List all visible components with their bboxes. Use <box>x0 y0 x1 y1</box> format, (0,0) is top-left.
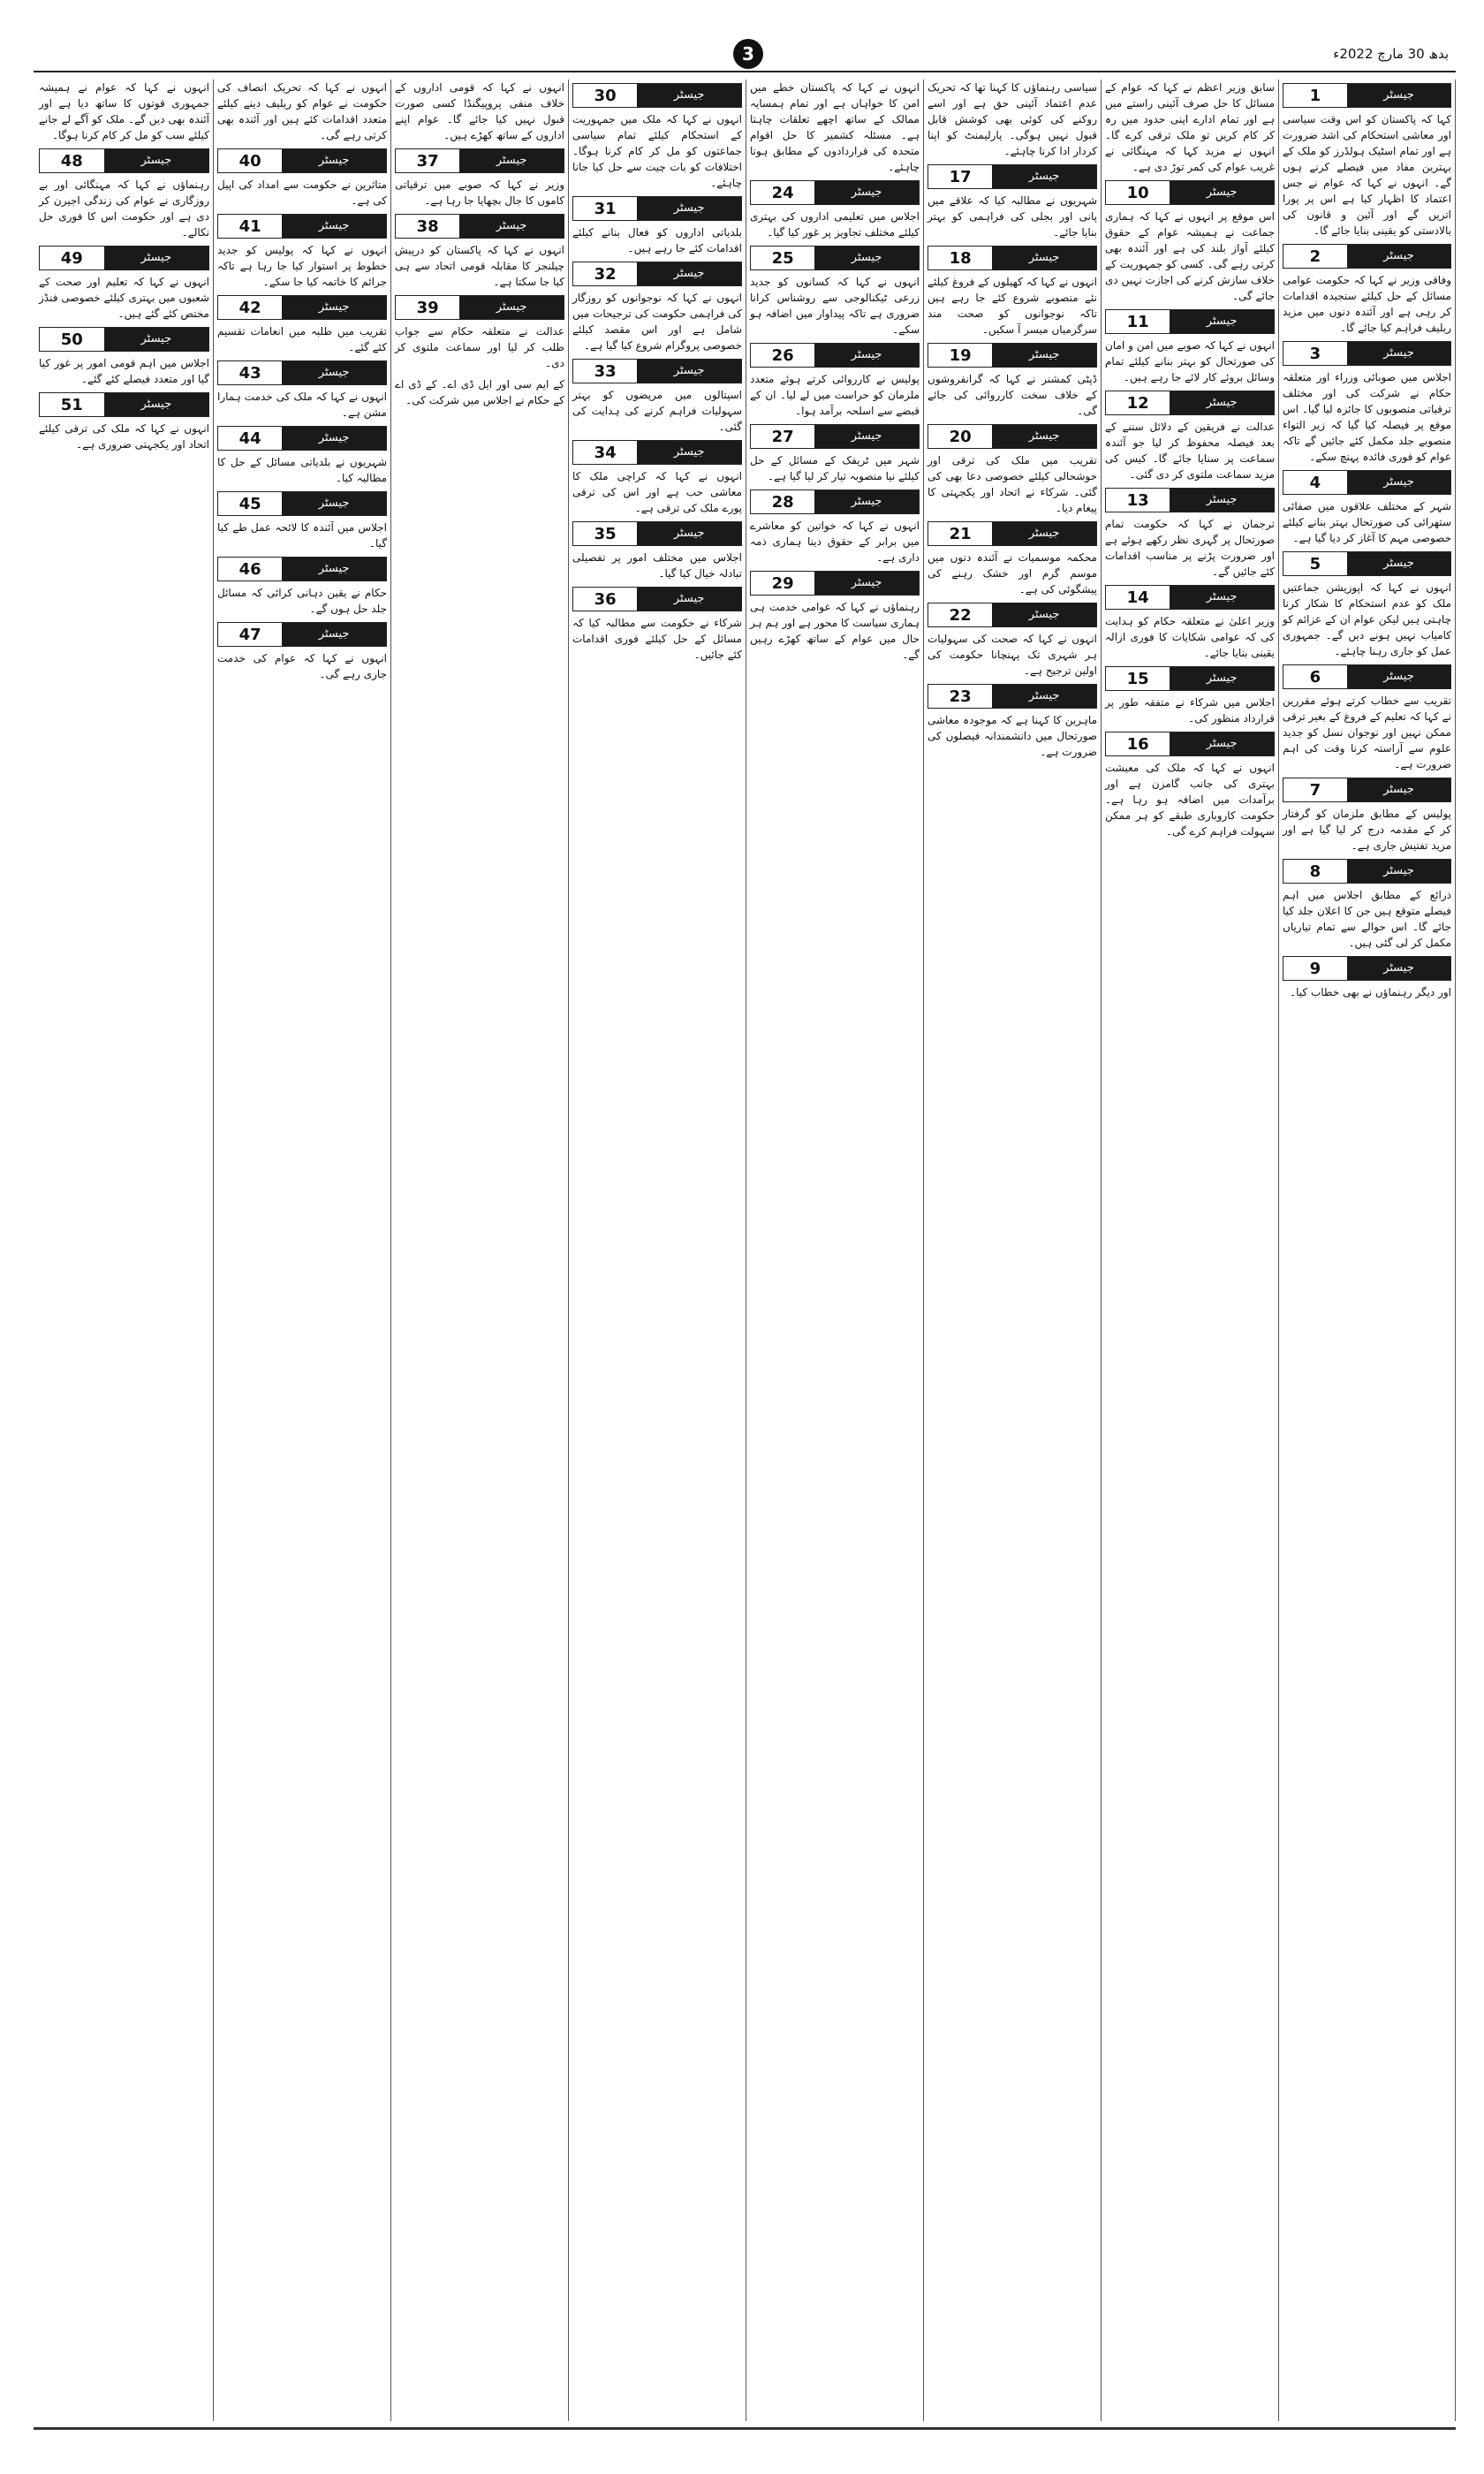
news-item-number: 26 <box>751 346 814 365</box>
news-item-body: انہوں نے کہا کہ تعلیم اور صحت کے شعبوں میں بہتری کیلئے خصوصی فنڈز مختص کئے گئے ہیں۔ <box>39 276 209 320</box>
news-item <box>1283 470 1451 546</box>
news-item-body: وزیر اعلیٰ نے متعلقہ حکام کو ہدایت کی کہ عوامی شکایات کا فوری ازالہ یقینی بنایا جائے۔ <box>1105 615 1275 659</box>
news-item-number: 20 <box>928 428 992 446</box>
news-item-label: جیسٹر <box>282 215 386 238</box>
news-item-label: جیسٹر <box>1347 84 1450 107</box>
news-item-label: جیسٹر <box>992 685 1096 708</box>
news-item-body: انہوں نے کہا کہ کسانوں کو جدید زرعی ٹیکنالوجی سے روشناس کرانا ضروری ہے تاکہ پیداوار میں اضافہ ہو سکے۔ <box>750 276 920 336</box>
news-item-number: 8 <box>1283 862 1347 881</box>
news-item-body: انہوں نے کہا کہ کراچی ملک کا معاشی حب ہے اور اس کی ترقی پورے ملک کی ترقی ہے۔ <box>572 470 742 514</box>
news-item-header <box>928 521 1097 546</box>
news-item-label: جیسٹر <box>1347 245 1450 268</box>
news-item-body: انہوں نے کہا کہ پولیس کو جدید خطوط پر استوار کیا جا رہا ہے تاکہ جرائم کا خاتمہ کیا جا سکے۔ <box>217 244 387 288</box>
news-item-body: تقریب میں ملک کی ترقی اور خوشحالی کیلئے خصوصی دعا بھی کی گئی۔ شرکاء نے اتحاد اور یکجہتی کا پیغام دیا۔ <box>928 454 1097 514</box>
news-item-header <box>39 327 209 352</box>
news-item-header <box>1105 585 1275 610</box>
news-item <box>395 148 564 209</box>
news-item-body: حکام نے یقین دہانی کرائی کہ مسائل جلد حل ہوں گے۔ <box>217 587 387 615</box>
news-item-header <box>217 295 387 320</box>
news-item-header <box>572 196 742 221</box>
news-item-header <box>395 214 564 239</box>
news-item-body: اجلاس میں تعلیمی اداروں کی بہتری کیلئے مختلف تجاویز پر غور کیا گیا۔ <box>750 210 920 239</box>
news-item <box>750 246 920 338</box>
news-item-body: انہوں نے کہا کہ پاکستان خطے میں امن کا خواہاں ہے اور تمام ہمسایہ ممالک کے ساتھ اچھے تعلقات چاہتا ہے۔ مسئلہ کشمیر کا حل اقوام متحدہ کی قراردادوں کے مطابق ہونا چاہئے۔ <box>750 81 920 173</box>
news-item-label: جیسٹر <box>637 360 741 383</box>
news-item-number: 12 <box>1106 394 1170 413</box>
news-item <box>395 295 564 371</box>
news-item <box>39 148 209 240</box>
news-item <box>217 295 387 355</box>
news-item-label: جیسٹر <box>814 181 919 204</box>
news-item-number: 3 <box>1283 345 1347 363</box>
news-item-label: جیسٹر <box>814 490 919 513</box>
news-item-number: 51 <box>40 396 104 414</box>
news-item <box>928 343 1097 419</box>
news-item-number: 31 <box>573 200 637 218</box>
news-item-number: 49 <box>40 249 104 268</box>
news-item-header <box>1105 488 1275 512</box>
news-item-body: انہوں نے کہا کہ تحریک انصاف کی حکومت نے عوام کو ریلیف دینے کیلئے متعدد اقدامات کئے ہیں اور آئندہ بھی کرتی رہے گی۔ <box>217 81 387 141</box>
news-item-header <box>750 424 920 449</box>
news-item <box>1105 488 1275 580</box>
news-item-header <box>1283 859 1451 884</box>
news-item-header <box>1283 244 1451 269</box>
news-item <box>750 424 920 484</box>
news-item <box>1283 664 1451 772</box>
news-item <box>928 80 1097 159</box>
page-header <box>34 35 1456 72</box>
news-item-label: جیسٹر <box>282 492 386 515</box>
news-item-number: 33 <box>573 362 637 381</box>
news-item-label: جیسٹر <box>282 427 386 450</box>
news-item-number: 45 <box>218 495 282 513</box>
news-item-header <box>1283 956 1451 981</box>
news-item-header <box>395 148 564 173</box>
news-item <box>1105 180 1275 304</box>
news-item-body: انہوں نے کہا کہ ملک کی خدمت ہمارا مشن ہے۔ <box>217 391 387 419</box>
news-item <box>750 571 920 663</box>
news-item <box>750 343 920 419</box>
news-item-header <box>750 489 920 514</box>
news-item-number: 47 <box>218 626 282 644</box>
news-item <box>217 214 387 290</box>
news-item-number: 48 <box>40 152 104 171</box>
news-item <box>928 424 1097 516</box>
news-item-body: اسپتالوں میں مریضوں کو بہتر سہولیات فراہم کرنے کی ہدایت کی گئی۔ <box>572 389 742 433</box>
news-item-body: عدالت نے فریقین کے دلائل سننے کے بعد فیصلہ محفوظ کر لیا جو آئندہ سماعت پر سنایا جائے گا۔ کیس کی مزید سماعت ملتوی کر دی گئی۔ <box>1105 421 1275 481</box>
news-item-header <box>217 360 387 385</box>
news-item-number: 17 <box>928 168 992 186</box>
news-item-label: جیسٹر <box>1347 342 1450 365</box>
news-item-body: کے ایم سی اور ایل ڈی اے۔ کے ڈی اے کے حکام نے اجلاس میں شرکت کی۔ <box>395 378 564 406</box>
news-item-number: 25 <box>751 249 814 268</box>
news-item-header <box>1105 180 1275 205</box>
news-item-header <box>1283 664 1451 689</box>
news-item-label: جیسٹر <box>282 296 386 319</box>
news-item-number: 50 <box>40 330 104 349</box>
news-item-label: جیسٹر <box>104 328 208 351</box>
news-item-body: ترجمان نے کہا کہ حکومت تمام صورتحال پر گہری نظر رکھے ہوئے ہے اور ضرورت پڑنے پر مناسب اقدامات کئے جائیں گے۔ <box>1105 518 1275 578</box>
news-item <box>572 440 742 516</box>
news-item-body: شہریوں نے بلدیاتی مسائل کے حل کا مطالبہ کیا۔ <box>217 456 387 484</box>
news-item-number: 24 <box>751 184 814 202</box>
news-item-header <box>217 214 387 239</box>
news-item-label: جیسٹر <box>992 522 1096 545</box>
news-item-label: جیسٹر <box>637 522 741 545</box>
news-item-label: جیسٹر <box>1347 778 1450 801</box>
news-item-number: 36 <box>573 590 637 609</box>
news-item-body: اجلاس میں اہم قومی امور پر غور کیا گیا اور متعدد فیصلے کئے گئے۔ <box>39 357 209 385</box>
news-item-header <box>750 343 920 368</box>
news-item-body: اور دیگر رہنماؤں نے بھی خطاب کیا۔ <box>1290 986 1451 998</box>
news-item <box>217 426 387 486</box>
news-item-label: جیسٹر <box>1347 860 1450 883</box>
news-item-body: اجلاس میں صوبائی وزراء اور متعلقہ حکام نے شرکت کی اور مختلف ترقیاتی منصوبوں کا جائزہ لیا گیا۔ اس موقع پر فیصلہ کیا گیا کہ زیر التواء منصوبے جلد مکمل کئے جائیں گے تاکہ عوام کو فوری فائدہ پہنچ سکے۔ <box>1283 371 1451 463</box>
news-item-label: جیسٹر <box>1170 391 1274 414</box>
news-item-label: جیسٹر <box>104 393 208 416</box>
news-item-header <box>750 571 920 596</box>
news-item <box>1283 956 1451 1000</box>
news-item-label: جیسٹر <box>1170 310 1274 333</box>
news-item-number: 19 <box>928 346 992 365</box>
news-item-number: 7 <box>1283 781 1347 800</box>
news-item-body: اجلاس میں شرکاء نے متفقہ طور پر قرارداد منظور کی۔ <box>1105 696 1275 725</box>
news-column <box>568 80 746 2421</box>
news-item-label: جیسٹر <box>459 149 564 172</box>
news-item <box>750 80 920 175</box>
news-item-header <box>572 440 742 465</box>
news-item-body: انہوں نے کہا کہ اپوزیشن جماعتیں ملک کو عدم استحکام کا شکار کرنا چاہتی ہیں لیکن عوام ان کے عزائم کو کامیاب نہیں ہونے دیں گے۔ جمہوری عمل کو جاری رہنا چاہئے۔ <box>1283 581 1451 657</box>
news-item <box>750 180 920 240</box>
news-item-label: جیسٹر <box>814 425 919 448</box>
news-item-header <box>1283 341 1451 366</box>
news-item-header <box>217 426 387 451</box>
news-item-header <box>928 424 1097 449</box>
news-item-header <box>1283 470 1451 495</box>
news-item-body: شرکاء نے حکومت سے مطالبہ کیا کہ مسائل کے حل کیلئے فوری اقدامات کئے جائیں۔ <box>572 617 742 661</box>
news-item-number: 14 <box>1106 588 1170 607</box>
news-column <box>35 80 213 2421</box>
news-item-body: وزیر نے کہا کہ صوبے میں ترقیاتی کاموں کا جال بچھایا جا رہا ہے۔ <box>395 178 564 207</box>
news-item-body: رہنماؤں نے کہا کہ عوامی خدمت ہی ہماری سیاست کا محور ہے اور ہم ہر حال میں عوام کے ساتھ کھڑے رہیں گے۔ <box>750 601 920 661</box>
news-item-body: انہوں نے کہا کہ ملک کی معیشت بہتری کی جانب گامزن ہے اور برآمدات میں اضافہ ہو رہا ہے۔ حکومت کاروباری طبقے کو ہر ممکن سہولت فراہم کرے گی۔ <box>1105 762 1275 838</box>
news-item <box>572 83 742 191</box>
news-column <box>1101 80 1278 2421</box>
news-item-body: انہوں نے کہا کہ نوجوانوں کو روزگار کی فراہمی حکومت کی ترجیحات میں شامل ہے اور اس مقصد کیلئے خصوصی پروگرام شروع کیا گیا ہے۔ <box>572 292 742 352</box>
news-item-body: انہوں نے کہا کہ صوبے میں امن و امان کی صورتحال کو بہتر بنانے کیلئے تمام وسائل بروئے کار لائے جا رہے ہیں۔ <box>1105 339 1275 383</box>
news-item-label: جیسٹر <box>104 149 208 172</box>
news-item <box>572 359 742 435</box>
news-item-body: رہنماؤں نے کہا کہ مہنگائی اور بے روزگاری نے عوام کی زندگی اجیرن کر دی ہے اور حکومت اس کا فوری حل نکالے۔ <box>39 178 209 239</box>
news-item <box>217 622 387 682</box>
news-item <box>572 521 742 581</box>
news-item-header <box>1283 778 1451 802</box>
news-item-number: 10 <box>1106 184 1170 202</box>
news-item <box>928 246 1097 338</box>
news-item-header <box>1105 732 1275 756</box>
news-item-label: جیسٹر <box>992 425 1096 448</box>
news-item-body: اجلاس میں آئندہ کا لائحہ عمل طے کیا گیا۔ <box>217 521 387 550</box>
columns-container <box>34 80 1456 2421</box>
news-item-body: اجلاس میں مختلف امور پر تفصیلی تبادلہ خیال کیا گیا۔ <box>572 551 742 580</box>
news-item-header <box>928 246 1097 270</box>
news-item <box>1105 585 1275 661</box>
news-item-header <box>39 392 209 417</box>
news-item-number: 39 <box>396 299 459 317</box>
news-item-label: جیسٹر <box>1170 667 1274 690</box>
news-item-body: انہوں نے کہا کہ ملک کی ترقی کیلئے اتحاد اور یکجہتی ضروری ہے۔ <box>39 422 209 451</box>
news-item-number: 29 <box>751 574 814 593</box>
news-item <box>1283 341 1451 465</box>
news-item <box>1105 80 1275 175</box>
news-item-label: جیسٹر <box>1347 665 1450 688</box>
news-item-number: 23 <box>928 687 992 706</box>
news-item <box>39 327 209 387</box>
news-item <box>217 557 387 617</box>
news-item-body: عدالت نے متعلقہ حکام سے جواب طلب کر لیا اور سماعت ملتوی کر دی۔ <box>395 325 564 369</box>
news-item-label: جیسٹر <box>1347 471 1450 494</box>
news-item-body: کہا کہ پاکستان کو اس وقت سیاسی اور معاشی استحکام کی اشد ضرورت ہے اور تمام اسٹیک ہولڈرز کو ملک کے بہترین مفاد میں فیصلے کرنے ہوں گے۔ انہوں نے کہا کہ عوام نے جس اعتماد کا اظہار کیا ہے اس پر پورا اتریں گے اور آئین و قانون کی بالادستی کو یقینی بنایا جائے گا۔ <box>1283 113 1451 237</box>
news-column <box>923 80 1101 2421</box>
news-column <box>1278 80 1456 2421</box>
date-label: بدھ 30 مارچ 2022ء <box>1333 46 1449 62</box>
news-item-label: جیسٹر <box>282 623 386 646</box>
news-item-number: 1 <box>1283 87 1347 105</box>
news-item-body: ماہرین کا کہنا ہے کہ موجودہ معاشی صورتحال میں دانشمندانہ فیصلوں کی ضرورت ہے۔ <box>928 714 1097 758</box>
news-item-number: 6 <box>1283 668 1347 687</box>
news-item <box>395 376 564 408</box>
news-item-number: 18 <box>928 249 992 268</box>
news-item <box>1283 244 1451 336</box>
news-item-body: انہوں نے کہا کہ ملک میں جمہوریت کے استحکام کیلئے تمام سیاسی جماعتوں کو مل کر کام کرنا ہوگا۔ اختلافات کو بات چیت سے حل کیا جانا چاہئے۔ <box>572 113 742 189</box>
news-item-body: پولیس کے مطابق ملزمان کو گرفتار کر کے مقدمہ درج کر لیا گیا ہے اور مزید تفتیش جاری ہے۔ <box>1283 808 1451 852</box>
news-item <box>1105 666 1275 726</box>
news-item <box>928 164 1097 240</box>
news-item-label: جیسٹر <box>814 344 919 367</box>
news-item-header <box>572 587 742 611</box>
news-item-header <box>217 622 387 647</box>
news-item-label: جیسٹر <box>992 344 1096 367</box>
news-item-header <box>928 164 1097 189</box>
news-item <box>217 491 387 551</box>
news-item-label: جیسٹر <box>1170 732 1274 755</box>
news-item-header <box>1105 309 1275 334</box>
news-item-number: 28 <box>751 493 814 512</box>
news-item-number: 15 <box>1106 670 1170 688</box>
news-item-body: انہوں نے کہا کہ خواتین کو معاشرے میں برابر کے حقوق دینا ہماری ذمہ داری ہے۔ <box>750 520 920 564</box>
news-item-number: 41 <box>218 217 282 236</box>
news-item <box>39 80 209 143</box>
news-item <box>217 360 387 421</box>
news-item-number: 38 <box>396 217 459 236</box>
news-item <box>572 587 742 663</box>
news-item-number: 30 <box>573 87 637 105</box>
news-column <box>746 80 923 2421</box>
news-item <box>572 262 742 353</box>
news-item-header <box>928 684 1097 709</box>
news-item-number: 37 <box>396 152 459 171</box>
news-item-label: جیسٹر <box>282 558 386 581</box>
news-item <box>395 214 564 290</box>
news-item-number: 4 <box>1283 474 1347 492</box>
news-item <box>1283 859 1451 951</box>
news-item-body: تقریب سے خطاب کرتے ہوئے مقررین نے کہا کہ تعلیم کے فروغ کے بغیر ترقی ممکن نہیں اور نوجوان نسل کو جدید علوم سے آراستہ کرنا وقت کی اہم ضرورت ہے۔ <box>1283 694 1451 770</box>
news-item-body: انہوں نے کہا کہ قومی اداروں کے خلاف منفی پروپیگنڈا کسی صورت قبول نہیں کیا جائے گا۔ عوام اپنے اداروں کے ساتھ کھڑے ہیں۔ <box>395 81 564 141</box>
news-item-label: جیسٹر <box>282 361 386 384</box>
news-item-body: انہوں نے کہا کہ پاکستان کو درپیش چیلنجز کا مقابلہ قومی اتحاد سے ہی کیا جا سکتا ہے۔ <box>395 244 564 288</box>
news-item-label: جیسٹر <box>992 165 1096 188</box>
news-item-body: وفاقی وزیر نے کہا کہ حکومت عوامی مسائل کے حل کیلئے سنجیدہ اقدامات کر رہی ہے اور آئندہ دنوں میں مزید ریلیف فراہم کیا جائے گا۔ <box>1283 274 1451 334</box>
news-item-number: 34 <box>573 444 637 462</box>
news-item <box>217 148 387 209</box>
news-item-number: 43 <box>218 364 282 383</box>
footer-rule <box>34 2427 1456 2430</box>
news-item <box>1283 83 1451 239</box>
news-item-number: 42 <box>218 299 282 317</box>
news-item-number: 13 <box>1106 491 1170 510</box>
news-item-body: شہر کے مختلف علاقوں میں صفائی ستھرائی کی صورتحال بہتر بنانے کیلئے خصوصی مہم کا آغاز کر دیا گیا ہے۔ <box>1283 500 1451 544</box>
news-item-number: 32 <box>573 265 637 284</box>
news-item <box>217 80 387 143</box>
news-item-number: 22 <box>928 606 992 625</box>
news-item-header <box>928 603 1097 627</box>
news-item-body: اس موقع پر انہوں نے کہا کہ ہماری جماعت نے ہمیشہ عوام کے حقوق کیلئے آواز بلند کی ہے اور آئندہ بھی کرتی رہے گی۔ کسی کو جمہوریت کے خلاف سازش کرنے کی اجازت نہیں دی جائے گی۔ <box>1105 210 1275 302</box>
newspaper-page <box>34 35 1456 2430</box>
news-item-body: سیاسی رہنماؤں کا کہنا تھا کہ تحریک عدم اعتماد آئینی حق ہے اور اسے روکنے کی کوئی بھی کوشش قابل قبول نہیں ہوگی۔ پارلیمنٹ کو اپنا کردار ادا کرنا چاہئے۔ <box>928 81 1097 157</box>
news-item-header <box>39 246 209 270</box>
news-item-body: انہوں نے کہا کہ عوام کی خدمت جاری رہے گی۔ <box>217 652 387 680</box>
news-item-header <box>217 148 387 173</box>
news-item-header <box>572 262 742 286</box>
news-item <box>928 521 1097 597</box>
news-item-header <box>572 359 742 383</box>
news-item-body: پولیس نے کارروائی کرتے ہوئے متعدد ملزمان کو حراست میں لے لیا۔ ان کے قبضے سے اسلحہ برآمد ہوا۔ <box>750 373 920 417</box>
news-item-number: 46 <box>218 560 282 579</box>
news-item-label: جیسٹر <box>992 247 1096 269</box>
news-item-header <box>750 180 920 205</box>
news-item-body: ڈپٹی کمشنر نے کہا کہ گرانفروشوں کے خلاف سخت کارروائی کی جائے گی۔ <box>928 373 1097 417</box>
news-item-label: جیسٹر <box>637 441 741 464</box>
news-item-number: 11 <box>1106 313 1170 331</box>
news-item <box>1283 778 1451 854</box>
news-item-body: متاثرین نے حکومت سے امداد کی اپیل کی ہے۔ <box>217 178 387 207</box>
news-item-body: ذرائع کے مطابق اجلاس میں اہم فیصلے متوقع ہیں جن کا اعلان جلد کیا جائے گا۔ اس حوالے سے تمام تیاریاں مکمل کر لی گئی ہیں۔ <box>1283 889 1451 949</box>
news-item-label: جیسٹر <box>637 84 741 107</box>
news-item-number: 21 <box>928 525 992 543</box>
news-item-label: جیسٹر <box>637 197 741 220</box>
news-item-header <box>572 521 742 546</box>
news-item-header <box>1105 391 1275 415</box>
page-number-badge: 3 <box>733 39 763 69</box>
news-item-label: جیسٹر <box>1347 957 1450 980</box>
news-item <box>572 196 742 256</box>
news-item-label: جیسٹر <box>104 247 208 269</box>
news-item-body: انہوں نے کہا کہ عوام نے ہمیشہ جمہوری قوتوں کا ساتھ دیا ہے اور آئندہ بھی دیں گے۔ ملک کو آگے لے جانے کیلئے سب کو مل کر کام کرنا ہوگا۔ <box>39 81 209 141</box>
news-item-label: جیسٹر <box>637 588 741 611</box>
news-item-body: انہوں نے کہا کہ کھیلوں کے فروغ کیلئے نئے منصوبے شروع کئے جا رہے ہیں تاکہ نوجوانوں کو صحت مند سرگرمیاں میسر آ سکیں۔ <box>928 276 1097 336</box>
news-item-header <box>1283 83 1451 108</box>
news-item-label: جیسٹر <box>459 296 564 319</box>
news-item <box>1283 551 1451 659</box>
news-item-number: 9 <box>1283 960 1347 978</box>
news-column <box>390 80 568 2421</box>
news-item-header <box>217 491 387 516</box>
news-item <box>1105 391 1275 482</box>
news-item-header <box>750 246 920 270</box>
news-item-header <box>928 343 1097 368</box>
news-item-body: سابق وزیر اعظم نے کہا کہ عوام کے مسائل کا حل صرف آئینی راستے میں ہے اور تمام ادارے اپنی حدود میں رہ کر کام کریں تو ملک ترقی کرے گا۔ انہوں نے مزید کہا کہ مہنگائی نے غریب عوام کی کمر توڑ دی ہے۔ <box>1105 81 1275 173</box>
news-item-number: 44 <box>218 429 282 448</box>
news-item-number: 35 <box>573 525 637 543</box>
news-item-label: جیسٹر <box>1347 552 1450 575</box>
news-item <box>39 246 209 322</box>
news-item-label: جیسٹر <box>1170 586 1274 609</box>
news-item-header <box>572 83 742 108</box>
news-item <box>395 80 564 143</box>
news-item-label: جیسٹر <box>282 149 386 172</box>
news-item-body: شہر میں ٹریفک کے مسائل کے حل کیلئے نیا منصوبہ تیار کر لیا گیا ہے۔ <box>750 454 920 482</box>
news-item-header <box>1283 551 1451 576</box>
news-item-number: 27 <box>751 428 814 446</box>
news-item-header <box>1105 666 1275 691</box>
news-item-header <box>217 557 387 581</box>
news-item <box>750 489 920 565</box>
news-item <box>928 603 1097 679</box>
news-item-header <box>395 295 564 320</box>
news-item-label: جیسٹر <box>459 215 564 238</box>
news-item-number: 16 <box>1106 735 1170 754</box>
news-item-label: جیسٹر <box>814 572 919 595</box>
news-item <box>1105 732 1275 839</box>
news-item-label: جیسٹر <box>992 603 1096 626</box>
news-item <box>1105 309 1275 385</box>
news-item <box>928 684 1097 760</box>
news-item-label: جیسٹر <box>1170 489 1274 512</box>
news-item-label: جیسٹر <box>1170 181 1274 204</box>
news-item-body: محکمہ موسمیات نے آئندہ دنوں میں موسم گرم اور خشک رہنے کی پیشگوئی کی ہے۔ <box>928 551 1097 596</box>
news-item-header <box>39 148 209 173</box>
news-item-body: شہریوں نے مطالبہ کیا کہ علاقے میں پانی اور بجلی کی فراہمی کو بہتر بنایا جائے۔ <box>928 194 1097 239</box>
news-item-body: انہوں نے کہا کہ صحت کی سہولیات ہر شہری تک پہنچانا حکومت کی اولین ترجیح ہے۔ <box>928 633 1097 677</box>
news-item-body: تقریب میں طلبہ میں انعامات تقسیم کئے گئے۔ <box>217 325 387 353</box>
news-item-number: 2 <box>1283 247 1347 266</box>
news-item-number: 5 <box>1283 555 1347 573</box>
news-item-number: 40 <box>218 152 282 171</box>
news-item-body: بلدیاتی اداروں کو فعال بنانے کیلئے اقدامات کئے جا رہے ہیں۔ <box>572 226 742 254</box>
news-item-label: جیسٹر <box>637 262 741 285</box>
news-item <box>39 392 209 452</box>
news-item-label: جیسٹر <box>814 247 919 269</box>
news-column <box>213 80 390 2421</box>
